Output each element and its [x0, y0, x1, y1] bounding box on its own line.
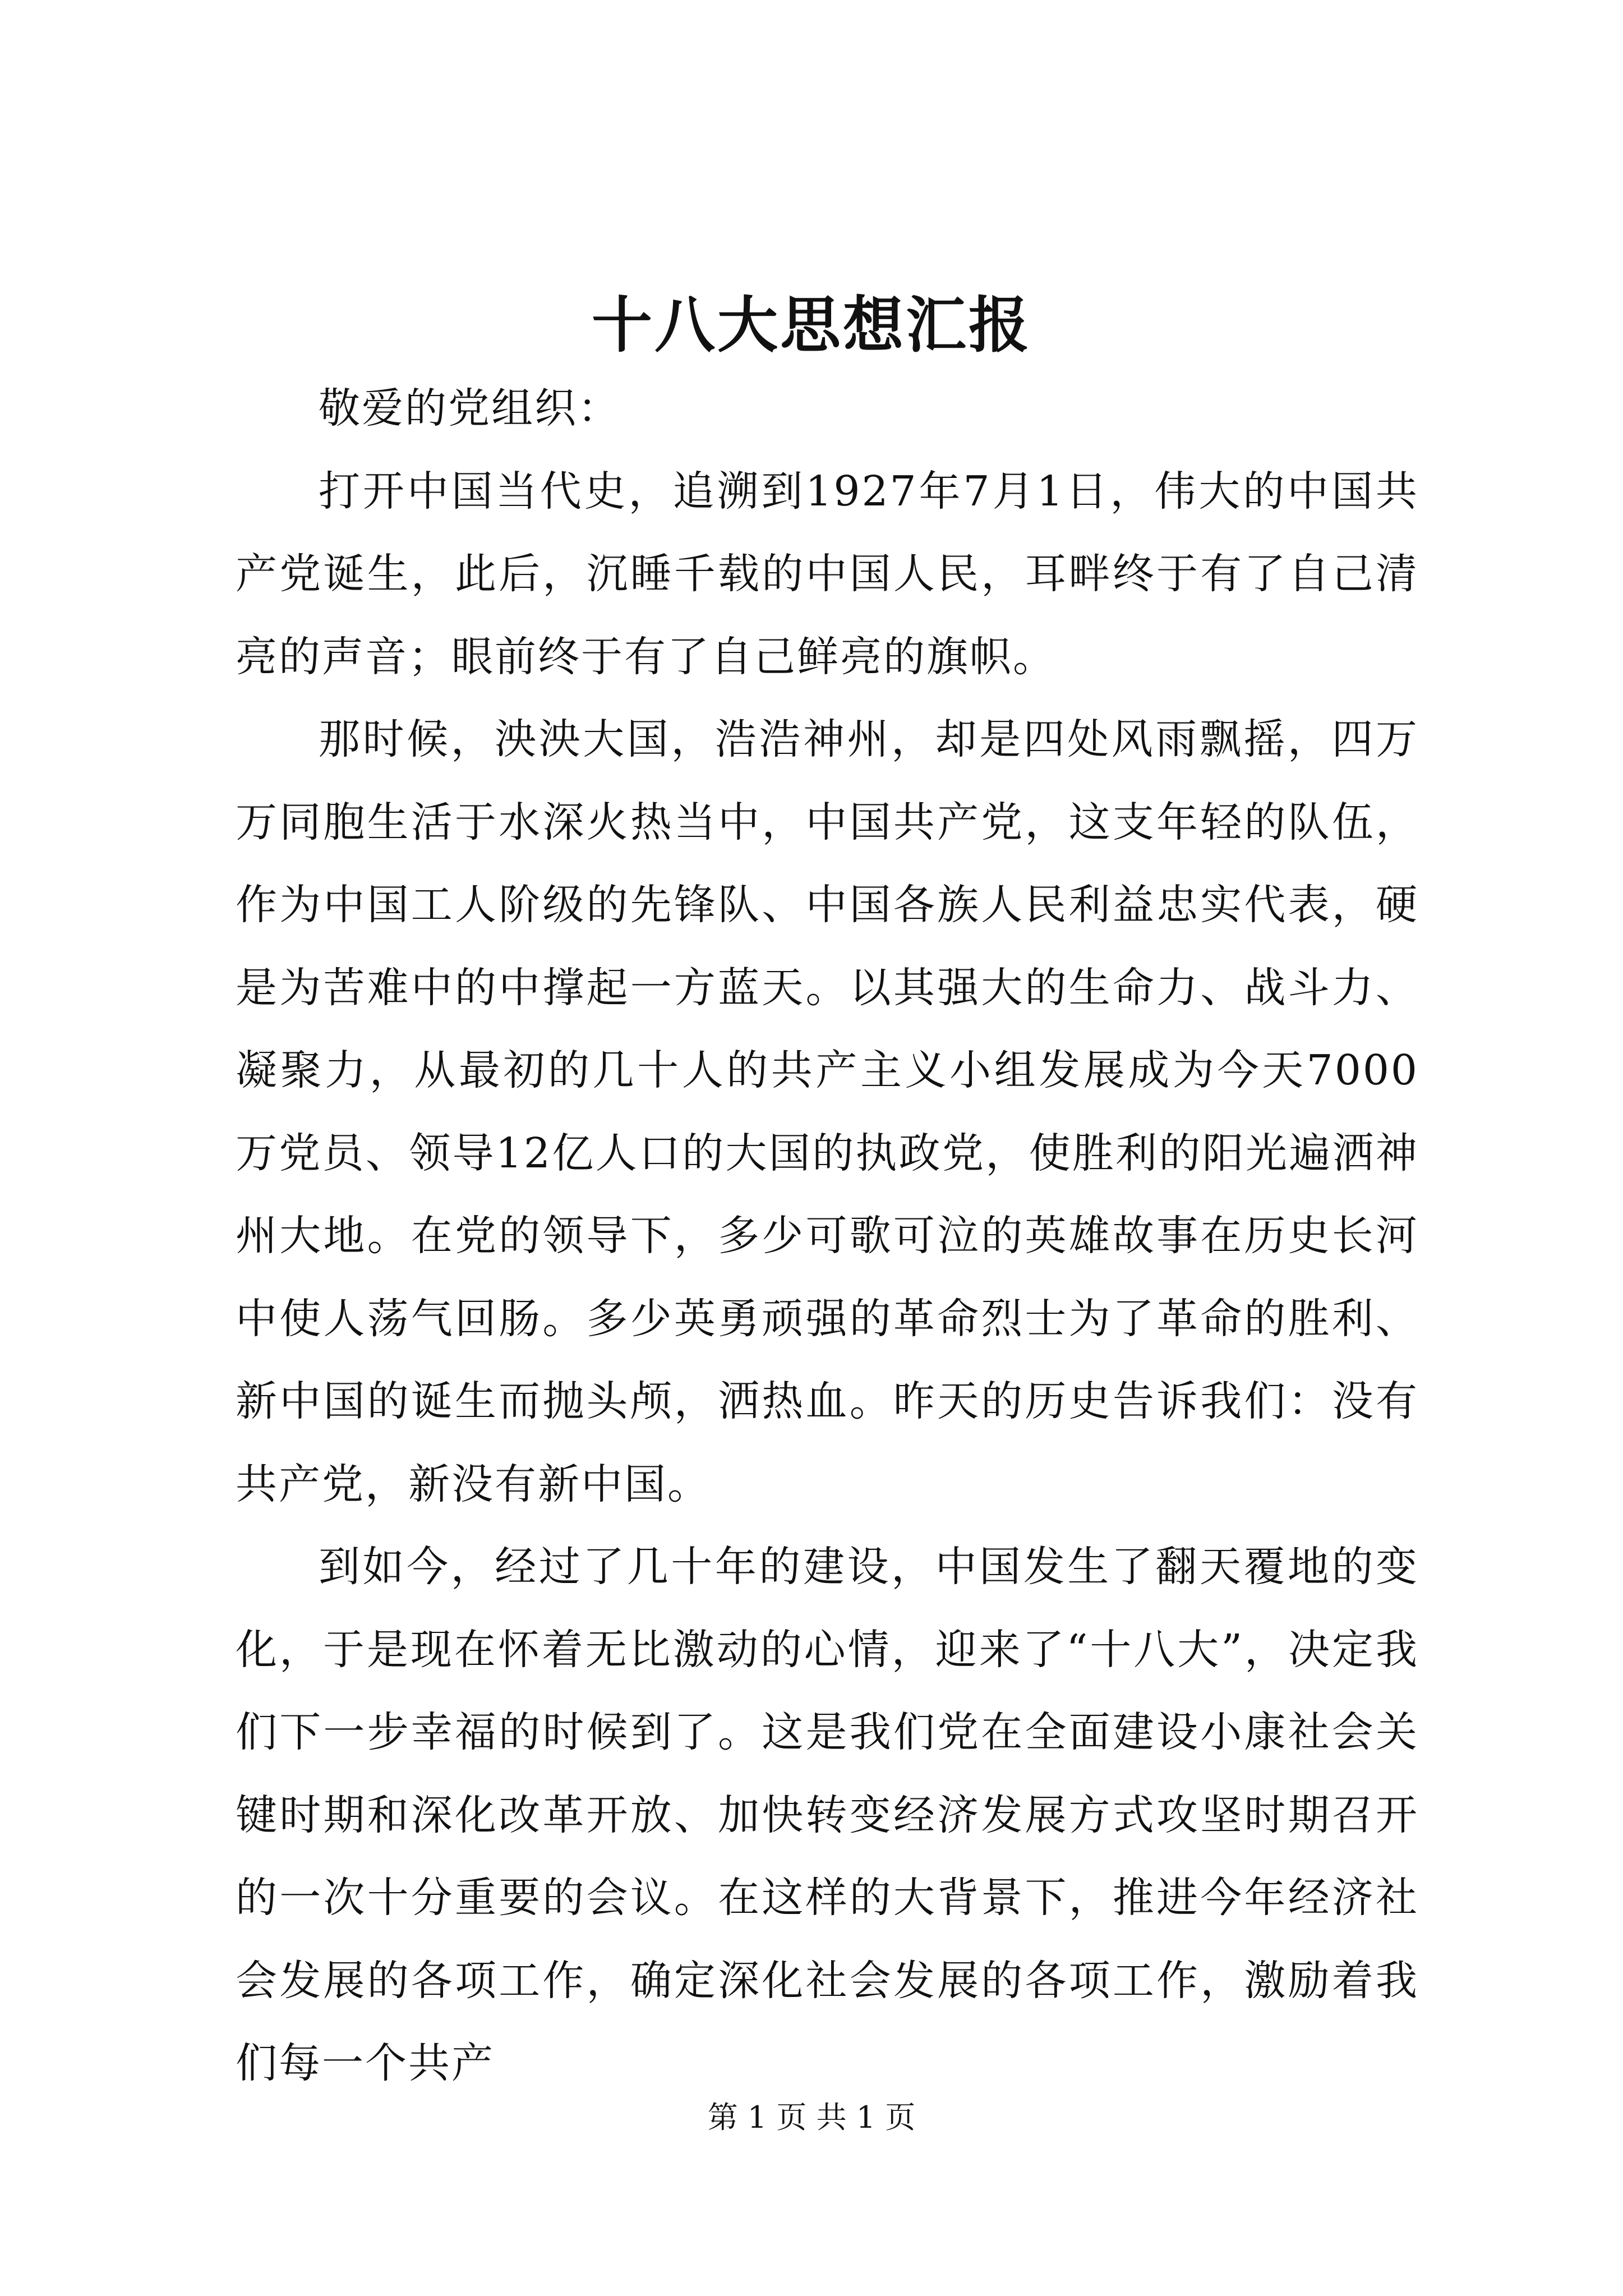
paragraph-3: 到如今，经过了几十年的建设，中国发生了翻天覆地的变化，于是现在怀着无比激动的心情，迎来了“十八大”，决定我们下一步幸福的时候到了。这是我们党在全面建设小康社会关键时期和深化改革开放、加快转变经济发展方式攻坚时期召开的一次十分重要的会议。在这样的大背景下，推进今年经济社会发展的各项工作，确定深化社会发展的各项工作，激励着我们每一个共产 — [236, 1543, 1419, 2087]
page-footer: 第 1 页 共 1 页 — [707, 2100, 916, 2135]
salutation: 敬爱的党组织： — [319, 384, 621, 432]
document-title: 十八大思想汇报 — [591, 290, 1031, 361]
paragraph-2: 那时候，泱泱大国，浩浩神州，却是四处风雨飘摇，四万万同胞生活于水深火热当中，中国共产党，这支年轻的队伍，作为中国工人阶级的先锋队、中国各族人民利益忠实代表，硬是为苦难中的中撑起一方蓝天。以其强大的生命力、战斗力、凝聚力，从最初的几十人的共产主义小组发展成为今天7000万党员、领导12亿人口的大国的执政党，使胜利的阳光遍洒神州大地。在党的领导下，多少可歌可泣的英雄故事在历史长河中使人荡气回肠。多少英勇顽强的革命烈士为了革命的胜利、新中国的诞生而抛头颅，洒热血。昨天的历史告诉我们：没有共产党，新没有新中国。 — [236, 715, 1419, 1508]
paragraph-1: 打开中国当代史，追溯到1927年7月1日，伟大的中国共产党诞生，此后，沉睡千载的中国人民，耳畔终于有了自己清亮的声音；眼前终于有了自己鲜亮的旗帜。 — [236, 467, 1419, 681]
document-body — [236, 367, 1419, 2105]
